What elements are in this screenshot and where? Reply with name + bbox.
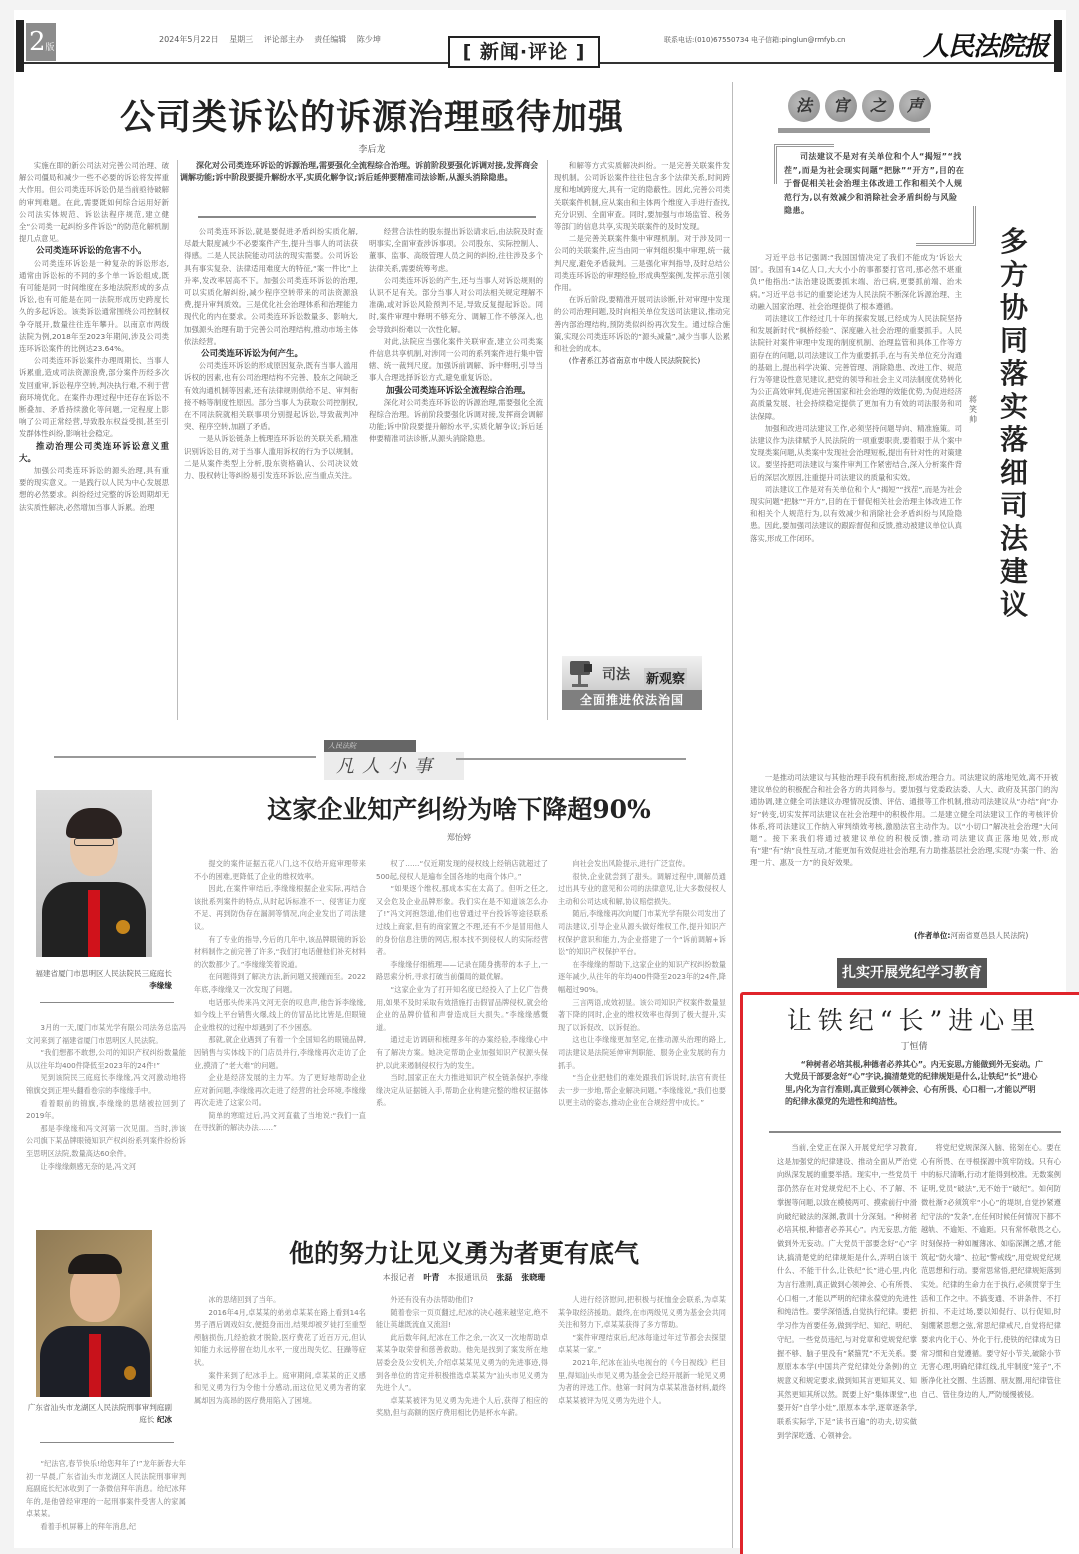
judge-voice-header [788,88,938,136]
paragraph: 二是完善关联案件集中审理机制。对于涉及同一公司的关联案件,应当由同一审判组织集中审理,统一裁判尺度,避免矛盾裁判。三是强化审判指导,及时总结公司类连环诉讼的审理经验,形成典型案例,发挥示范引领作用。 [554,234,730,293]
highlighted-article-box [740,992,1079,1554]
page-number: 2 [29,27,46,57]
section-label: [ 新闻·评论 ] [448,36,600,68]
highlighted-article-lead: “种树者必培其根,种德者必养其心”。内无妄思,方能做到外无妄动。广大党员干部要念好“心”字诀,搞清楚党的纪律规矩是什么,让铁纪“长”进心里,内化为言行准则,真正做到心领神会、心有所畏、心口相一,才能以严明的纪律永葆党的先进性和纯洁性。 [785,1060,1043,1106]
subheading: 公司类连环诉讼为何产生。 [201,349,304,360]
portrait-hair [66,808,122,838]
paragraph: 司法建议工作是对有关单位和个人“揭短”“找茬”,而是为社会现实问题“把脉”“开方”,目的在于督促相关社会治理主体改进工作和相关个人规范行为,以有效减少和消除社会矛盾纠纷与风险隐患。因此,要加强司法建议的跟踪督促和反馈,推动被建议单位认真落实,形成工作闭环。 [750,484,962,543]
court-emblem-icon [124,1366,136,1380]
quote-bracket-bottom-right [916,206,976,246]
header-char-3: 之 [862,90,894,122]
badge-subtitle: 全面推进依法治国 [562,690,702,710]
judge-voice-body-full [750,772,1058,900]
main-article-author: 李后龙 [358,145,386,155]
portrait-glasses [74,838,114,846]
paragraph: 2016年4月,卓某某的弟弟卓某某在路上看到14名男子酒后调戏妇女,便挺身而出,结果却被歹徒打至重型颅脑损伤,几经抢救才脱险,医疗费花了近百万元,但认知能力永远停留在幼儿水平,一度出现失忆、狂躁等症状。 [194,1307,366,1367]
story1-column-2 [376,858,548,1214]
paragraph: “这家企业为了打开知名度已经投入了上亿广告费用,如果不及时采取有效措施打击假冒品牌侵权,就会给企业的品牌价值和声誉造成巨大损失。”李缘缘感慨道。 [376,984,548,1032]
pull-quote-text: 司法建议不是对有关单位和个人“揭短”“找茬”,而是为社会现实问题“把脉”“开方”,目的在于督促相关社会治理主体改进工作和相关个人规范行为,以有效减少和消除社会矛盾纠纷与风险隐患。 [784,152,965,215]
editor-name: 陈少坤 [356,35,381,44]
paragraph: 看着眼前的锦旗,李缘缘的思绪被拉回到了2019年。 [26,1098,186,1121]
judge-voice-title: 多方协同落实落细司法建议 [999,225,1028,621]
main-article-column-3 [369,226,543,722]
paragraph: 那是李缘缘和冯文河第一次见面。当时,涉该公司旗下某品牌眼镜知识产权纠纷系列案件纷纷诉至思明区法院,数量高达60余件。 [26,1123,186,1158]
page-suffix: 版 [45,43,55,53]
badge-text-xinguancha: 新观察 [644,668,687,687]
paragraph: “我们想都不敢想,公司的知识产权纠纷数量能从以往年均400件降低至2023年的24件!” [26,1048,186,1070]
sponsor: 评论部主办 [263,35,304,44]
paragraph: 习近平总书记强调:“我国国情决定了我们不能成为‘诉讼大国’。我国有14亿人口,大大小小的事都要打官司,那必然不堪重负!”他指出:“法治建设既要抓末端、治已病,更要抓前端、治未病。”习近平总书记的重要论述为人民法院不断深化诉源治理、主动融入国家治理、社会治理提供了根本遵循。 [750,253,962,311]
paragraph: 公司类连环诉讼,就是要促进矛盾纠纷实质化解,尽最大限度减少不必要案件产生,提升当事人的司法获得感。二是人民法院能动司法的现实需要。公司诉讼具有事实复杂、法律适用难度大的特征,“案一件比”上升率,发改率居高不下。加强公司类连环诉讼的治理,可以实质化解纠纷,减少程序空转带来的司法资源浪费,提升审判质效。三是优化社会治理体系和治理能力现代化的内在要求。公司类连环诉讼数量多、影响大,加强源头治理有助于完善公司治理结构,推动市场主体依法经营。 [184,227,358,346]
header-tag: 人民法院 [324,740,416,752]
story2-column-0 [26,1458,186,1548]
story2-photo-caption [26,1402,172,1426]
story2-title: 他的努力让见义勇为者更有底气 [288,1239,639,1268]
court-emblem-icon [116,920,130,934]
paragraph: 这也让李缘缘更加坚定,在推动源头治理的路上,司法建议是法院延伸审判职能、服务企业发展的有力抓手。 [558,1035,726,1070]
caption-divider [40,1002,174,1003]
paragraph: 提交的案件证据五花八门,这不仅给开庭审理带来不小的困难,更降低了企业的维权效率。 [194,859,366,881]
paragraph: 有了专业的指导,今后的几年中,该品牌眼镜的诉讼材料制作之前完善了许多,“我们打电话催他们补充材料的次数都少了。”李缘缘笑着说道。 [194,934,366,969]
camera-icon [566,658,594,688]
portrait-red-tie [89,1334,101,1397]
paragraph: 将党纪党规深深入脑、铭刻在心。要在心有所畏、在寻根探源中筑牢防线。只有心中的标尺清晰,行动才能得到校准。无数案例证明,党员“破法”,无不始于“破纪”。如何防微杜渐?必须筑牢“小心”的堤坝,自觉抄紧遵纪守法的“发条”,在任何时候任何情况下都不越轨、不逾矩、不逾距。只有常怀敬畏之心,时刻保持一种如履薄冰、如临深渊之感,才能筑起“防火墙”、拉起“警戒线”,用党规党纪规范思想和行动。要常思常悟,把纪律规矩落到实处。纪律的生命力在于执行,必须贯穿于生活和工作之中。不搞变通、不讲条件、不打折扣、不走过场,要以知促行、以行促知,时刻绷紧思想之弦,常思纪律戒尺,自觉将纪律要求内化于心、外化于行,使铁的纪律成为日常习惯和自觉遵循。要守好小节关,破除小节无害心理,明确纪律红线,扎牢制度“笼子”,不断净化社交圈、生活圈、朋友圈,用纪律管住自己、管住身边的人,严防缓慢被侵。 [921,1143,1061,1399]
paragraph: 外还有没有办法帮助他们? [390,1295,474,1304]
story1-portrait [36,790,152,957]
paragraph: 简单的寒暄过后,冯文河直截了当地说:“我们一直在寻找新的解决办法……” [194,1110,366,1133]
paragraph: 见到该院民三庭庭长李缘缘,冯文河激动地将锦旗交到正埋头翻看卷宗的李缘缘手中。 [26,1073,186,1095]
pull-quote [784,150,966,240]
feature-section-header [324,740,484,780]
paragraph: 经营合法性的股东提出诉讼请求后,由法院及时查明事实,全面审查涉诉事项。公司股东、实际控制人、董事、监事、高级管理人员之间的纠纷,往往涉及多个法律关系,需要统筹考虑。 [369,227,543,273]
story1-column-0 [26,1022,186,1218]
paragraph: 权了……“仅近期发现的侵权线上经销店就超过了500起,侵权人是遍布全国各地的电商个体户。” [376,859,548,881]
highlighted-article-divider [769,1131,1061,1133]
editor-label: 责任编辑 [314,35,347,44]
issue-date: 2024年5月22日 [159,35,219,44]
story2-column-1 [194,1294,366,1548]
caption-org: 广东省汕头市龙湖区人民法院刑事审判庭副庭长 [27,1403,172,1424]
highlighted-article-column-1 [777,1141,917,1547]
sifa-xinguancha-badge [562,656,702,712]
judge-voice-author: 蒋笑帅 [969,395,977,424]
paragraph: 冰的思绪回到了当年。 [208,1295,281,1304]
story1-column-3 [558,858,726,1214]
quote-bracket-top-left [774,144,834,184]
lead-divider [198,216,536,218]
paragraph: 和解等方式实质解决纠纷。一是完善关联案件发现机制。公司诉讼案件往往包含多个法律关系,时间跨度和地域跨度大,具有一定的隐蔽性。因此,完善公司类关联案件机制,应从案由和主体两个维度入手进行查找,充分识别、全面审查。同时,要加强与市场监管、税务等部门的信息共享,实现关联案件的及时发现。 [554,161,730,232]
paragraph: 卓某某被评为见义勇为先进个人后,获得了相应的奖励,但与高额的医疗费用相比仍是杯水车薪。 [376,1395,548,1418]
paragraph: 加强和改进司法建议工作,必须坚持问题导向、精准施策。司法建议作为法律赋予人民法院的一项重要职责,要着眼于从个案中发现类案问题,从类案中发现社会治理短板,提出有针对性的对策建议。要坚持把司法建议与案件审判工作紧密结合,深入分析案件背后的深层次原因,注重提升司法建议的质量和实效。 [750,423,962,482]
paragraph: 深化对公司类连环诉讼的诉源治理,需要强化全流程综合治理。诉前阶段要强化诉调对接,发挥商会调解功能;诉中阶段要提升解纷水平,实质化解争议;诉后延伸要精准司法诊断,从源头消除隐患。 [369,397,543,444]
paragraph: “纪法官,春节快乐!给您拜年了!”龙年新春大年初一早晨,广东省汕头市龙湖区人民法院刑事审判庭副庭长纪冰收到了一条微信拜年消息。给纪冰拜年的,是他曾经审理的一起刑事案件受害人的家属卓某某。 [26,1459,186,1519]
main-article-title: 公司类诉讼的诉源治理亟待加强 [119,97,624,138]
main-article-lead: 深化对公司类连环诉讼的诉源治理,需要强化全流程综合治理。诉前阶段要强化诉调对接,发挥商会调解功能;诉中阶段要提升解纷水平,实质化解争议;诉后延伸要精准司法诊断,从源头消除隐患。 [180,161,539,182]
paragraph: “案件审理结束后,纪冰每逢过年过节都会去探望卓某某一家。” [558,1332,726,1355]
story2-column-3 [558,1294,726,1548]
paragraph: 公司类连环诉讼案件办理周期长、当事人诉累重,造成司法资源浪费,部分案件历经多次发回重审,诉讼程序空转,判决执行难,不利于营商环境优化。在案件办理过程中还存在诉讼不断叠加、矛盾持续激化等问题,一定程度上影响了公司正常经营,导致股东权益受损,甚至引发群体性纠纷,影响社会稳定。 [19,356,169,439]
paragraph: 让李缘缘颇感无奈的是,冯文河 [40,1161,137,1171]
paragraph: 通过走访调研和梳理多年的办案经验,李缘缘心中有了解决方案。她决定帮助企业加强知识产权源头保护,以此来遏制侵权行为的发生。 [376,1035,548,1070]
paragraph: 三言两语,成效初显。该公司知识产权案件数量显著下降的同时,企业的维权效率也得到了极大提升,实现了以诉促改、以诉促治。 [558,997,726,1032]
paragraph: 当时,国家正在大力推进知识产权全链条保护,李缘缘决定从证据链入手,帮助企业构建完整的维权证据体系。 [376,1073,548,1108]
paragraph: 对此,法院应当强化案件关联审查,建立公司类案件信息共享机制,对涉同一公司的系列案件进行集中管辖、统一裁判尺度。加强诉前调解、诉中释明,引导当事人合理选择诉讼方式,避免重复诉讼。 [369,336,543,383]
subheading: 公司类连环诉讼的危害不小。 [36,246,147,257]
byline-label: 本报记者 [382,1273,415,1282]
paragraph: 公司类连环诉讼的产生,还与当事人对诉讼规则的认识不足有关。部分当事人对公司法相关规定理解不准确,或对诉讼风险预判不足,导致反复提起诉讼。同时,案件审理中释明不够充分、调解工作不够深入,也会导致纠纷难以一次性化解。 [369,275,543,334]
judge-voice-body [750,252,962,772]
story2-portrait [36,1230,152,1397]
story1-author: 郑怡婷 [447,833,471,842]
byline-label: 本报通讯员 [447,1273,488,1282]
main-article-column-2 [184,226,358,722]
paragraph: 公司类连环诉讼的形成原因复杂,既有当事人滥用诉权的因素,也有公司治理结构不完善、股东之间缺乏有效沟通机制等因素,还有法律规则供给不足、审判衔接不畅等制度性原因。部分当事人为获取公司控制权,在不同法院就相关联事项分别提起诉讼,导致裁判冲突、程序空转,加剧了矛盾。 [184,361,358,432]
paragraph: 随后,李缘缘再次向厦门市某光学有限公司发出了司法建议,引导企业从源头做好维权工作,提升知识产权保护意识和能力,为企业搭建了一个“诉前调解+诉讼”的知识产权保护平台。 [558,909,726,957]
caption-name: 纪冰 [156,1415,172,1424]
unit-name: 河南省夏邑县人民法院) [950,931,1029,940]
paragraph: 在问题得到了解决方法,新问题又接踵而至。2022年底,李缘缘又一次发现了问题。 [194,972,366,994]
byline-name: 张磊 张晓珊 [496,1273,546,1282]
paragraph: 电话那头传来冯文河无奈的叹息声,他告诉李缘缘,如今线上平台销售火爆,线上的仿冒品比比皆是,但眼镜企业维权的过程中却遇到了不少困惑。 [194,997,366,1032]
header-char-1: 法 [788,90,820,122]
caption-name: 李缘缘 [149,981,172,990]
feature-rule-left [54,756,316,758]
badge-text-sifa: 司法 [602,667,630,683]
highlighted-article-title: 让铁纪“长”进心里 [786,1006,1042,1035]
header-title: 凡人小事 [336,756,440,777]
subheading: 加强公司类连环诉讼全流程综合治理。 [386,385,531,396]
header-underline [778,128,930,133]
party-discipline-banner: 扎实开展党纪学习教育 [837,958,987,988]
masthead-meta [159,34,381,45]
highlighted-article-author: 丁恒倩 [900,1042,928,1052]
paragraph: 人进行经济慰问,把积极与抚恤金会联系,为卓某某争取经济援助。最终,在市两级见义勇为基金会共同关注和努力下,卓某某获得了多方帮助。 [558,1295,726,1330]
paragraph: (作者系江苏省南京市中级人民法院院长) [568,356,701,366]
masthead [14,10,1066,70]
paragraph: 一是推动司法建议与其他治理手段有机衔接,形成治理合力。司法建议的落地见效,离不开被建议单位的积极配合和社会各方的共同参与。要加强与党委政法委、人大、政府及其部门的沟通协调,建立健全司法建议办理情况反馈、评估、通报等工作机制,推动司法建议从“办结”向“办好”转变,切实发挥司法建议在社会治理中的积极作用。二是建立健全司法建议工作的考核评价体系,将司法建议工作纳入审判绩效考核,激励法官主动作为。以“小切口”解决社会治理“大问题”。接下来我们将通过被建议单位的积极反馈,推动司法建议真正落地见效,形成有“建”有“纳”良性互动,才能更加有效促进社会治理,有力助推基层社会治理,实现“办案一件、治理一片、惠及一方”的良好效果。 [750,773,1058,868]
paragraph: 加强公司类连环诉讼的源头治理,具有重要的现实意义。一是践行以人民为中心发展思想的必然要求。纠纷经过完整的诉讼周期却无法实质性解决,必然增加当事人诉累。治理 [19,466,169,512]
paragraph: 那就,就企业遇到了有着一个全国知名的眼镜品牌,因销售与实体线下的门店员并行,李缘缘再次走访了企业,摸清了“老大难”的问题。 [194,1035,366,1070]
page-number-badge [26,23,56,61]
main-article-column-1 [19,160,169,720]
paragraph: 2021年,纪冰在汕头电视台的《今日视线》栏目里,得知汕头市见义勇为基金会已经开展新一轮见义勇为者的评选工作。他第一时间为卓某某准备材料,最终卓某某被评为见义勇为先进个人。 [558,1357,726,1405]
portrait-red-tie [88,890,100,957]
header-char-2: 官 [825,90,857,122]
story1-title: 这家企业知产纠纷为啥下降超90% [267,795,651,824]
issue-weekday: 星期三 [229,35,254,44]
paragraph: 公司类连环诉讼是一种复杂的诉讼形态,通常由诉讼标的不同的多个单一诉讼组成,既有可能是同一时间维度在多地法院形成的多点诉讼,也有可能是在同一法院形成历史跨度长久的多起诉讼。该类诉讼通常围绕公司控制权争夺展开,数量往往连年攀升。以南京市两级法院为例,2018年至2023年期间,涉及公司类连环诉讼案件的比例达23.64%。 [19,258,169,354]
paragraph: 很快,企业就尝到了甜头。调解过程中,调解员通过出具专业的意见和公司的法律意见,让大多数侵权人主动和公司达成和解,协议赔偿损失。 [558,871,726,906]
story1-column-1 [194,858,366,1214]
story2-byline [194,1272,734,1283]
caption-org: 福建省厦门市思明区人民法院民三庭庭长 [35,969,172,978]
paragraph: “如果逐个维权,那成本实在太高了。但听之任之,又会危及企业品牌形象。我们实在是不知道该怎么办了!”冯文河抱怨道,他们也曾通过平台投诉等途径联系过线上商家,但有的商家置之不理,还有不少是冒用他人的身份信息注册的网店,根本找不到侵权人的实际经营者。 [376,884,548,957]
paragraph: 案件来到了纪冰手上。庭审期间,卓某某的正义感和见义勇为行为令他十分感动,而这位见义勇为者的家属却因为高昂的医疗费用陷入了困境。 [194,1370,366,1405]
paragraph: 一是从诉讼链条上梳理连环诉讼的关联关系,精准识别诉讼目的,对于当事人滥用诉权的行为予以规制。二是从案件类型上分析,股东资格确认、公司决议效力、股权转让等纠纷易引发连环诉讼,应当重点关注。 [184,434,358,481]
masthead-right-bar [1054,20,1062,72]
unit-label: (作者单位: [914,931,951,940]
masthead-left-bar [16,20,24,72]
newspaper-page [14,10,1066,1548]
badge-top [562,656,702,690]
judge-voice-author-unit [914,930,1028,941]
header-char-4: 声 [899,90,931,122]
paragraph: 在诉后阶段,要精准开展司法诊断,针对审理中发现的公司治理问题,及时向相关单位发送司法建议,推动完善内部治理结构,预防类似纠纷再次发生。通过综合施策,实现公司类连环诉讼的“源头减量”,减少当事人讼累和社会的成本。 [554,295,730,354]
paragraph: 此后数年间,纪冰在工作之余,一次又一次地帮助卓某某争取荣誉和慈善救助。他先是找到了案发所在地居委会及公安机关,介绍卓某某见义勇为的先进事迹,得到各单位的肯定并积极推选卓某某为“汕头市见义勇为先进个人”。 [376,1332,548,1393]
paragraph: 向社会发出风险提示,进行广泛宣传。 [572,859,690,868]
story2-column-2 [376,1294,548,1548]
paragraph: 司法建议工作经过几十年的探索发展,已经成为人民法院坚持和发展新时代“枫桥经验”、深度融入社会治理的重要抓手。人民法院针对案件审理中发现的制度机制、治理监管和具体工作等方面存在的问题,以司法建议工作为重要抓手,在与有关单位充分沟通的基础上,提出科学决策、完善管理、消除隐患、改进工作、规范行为等建设性意见建议,把党的领导和社会主义司法制度优势转化为公正高效审判,促进完善国家和社会治理的效能优势,为促进经济高质量发展、社会持续稳定提供了更加有力有效的司法服务和司法保障。 [750,314,962,421]
paragraph: 看着手机屏幕上的拜年消息,纪 [40,1521,137,1531]
paragraph: 企业是经济发展的主力军。为了更好地帮助企业应对新问题,李缘缘再次走进了经营的社会环境,李缘缘再次走进了这家公司。 [194,1073,366,1108]
story1-photo-caption [26,968,172,992]
subheading: 推动治理公司类连环诉讼意义重大。 [19,441,169,464]
highlighted-article-column-2 [921,1141,1061,1547]
paragraph: 实施在即的新公司法对完善公司治理、破解公司僵局和减少一些不必要的诉讼将发挥重大作用。但公司类连环诉讼仍是当前亟待破解的审判难题。在此,需要既如何综合运用好新公司法实体规范、诉讼法程序规范,建立健全“公司类一起纠纷多件诉讼”的防范化解机制提几点意见。 [19,161,169,244]
byline-name: 叶青 [423,1273,440,1282]
caption-divider [40,1442,174,1443]
paragraph: 李缘缘仔细梳理——记录在随身携带的本子上,一路思索分析,寻求打破当前僵局的最优解。 [376,959,548,982]
portrait-hair [68,1254,122,1274]
column-divider [547,160,548,720]
paragraph: 随着卷宗一页页翻过,纪冰的决心越来越坚定,绝不能让英雄既流血又流泪! [376,1307,548,1330]
column-divider [177,160,178,720]
paragraph: 因此,在案件审结后,李缘缘根据企业实际,再结合该批系列案件的特点,从时起诉标准不一、侵害证力度不足、再到防伪存在漏洞等情况,向企业发出了司法建议。 [194,884,366,931]
paragraph: 3月的一天,厦门市某光学有限公司法务总监冯文河来到了福建省厦门市思明区人民法院。 [26,1023,186,1045]
feature-rule-right [456,758,686,760]
contact-info: 联系电话:(010)67550734 电子信箱:pinglun@rmfyb.cn [664,36,846,44]
newspaper-logo: 人民法院报 [922,32,1048,62]
paragraph: 当前,全党正在深入开展党纪学习教育,这是加强党的纪律建设、推动全面从严治党向纵深发展的重要举措。现实中,一些党员干部仍然存在对党规党纪不上心、不了解、不掌握等问题,以致在模棱两可、摸索前行中滑向破纪破法的深渊,教训十分深刻。“种树者必培其根,种德者必养其心”。内无妄思,方能做到外无妄动。广大党员干部要念好“心”字诀,搞清楚党的纪律规矩是什么,弄明白该干什么、不能干什么,让铁纪“长”进心里,内化为言行准则,真正做到心领神会、心有所畏、心口相一,才能以严明的纪律永葆党的先进性和纯洁性。要学深悟透,自觉执行纪律。要把学习作为首要任务,做到学纪、知纪、明纪、守纪。一些党员违纪,与对党章和党规党纪掌握不够、脑子里没有“紧箍咒”不无关系。要原原本本学(中国共产党纪律处分条例)的立规意义和规定要求,做到知其言更知其义、知其然更知其所以然。既要上好“集体课堂”,也要开好“自学小灶”,原原本本学,逐章逐条学,联系实际学,下足“读书百遍”的功夫,切实做到学深吃透、心领神会。 [777,1143,917,1440]
paragraph: “当企业把他们的难处跟我们诉说时,法官有责任去一步一步地,帮企业解决问题。”李缘缘说,“我们也要以更主动的姿态,推动企业在合规经营中成长。” [558,1073,726,1108]
main-article-column-4 [554,160,730,590]
paragraph: 在李缘缘的帮助下,这家企业的知识产权纠纷数量逐年减少,从往年的年均400件降至2023年的24件,降幅超过90%。 [558,959,726,994]
